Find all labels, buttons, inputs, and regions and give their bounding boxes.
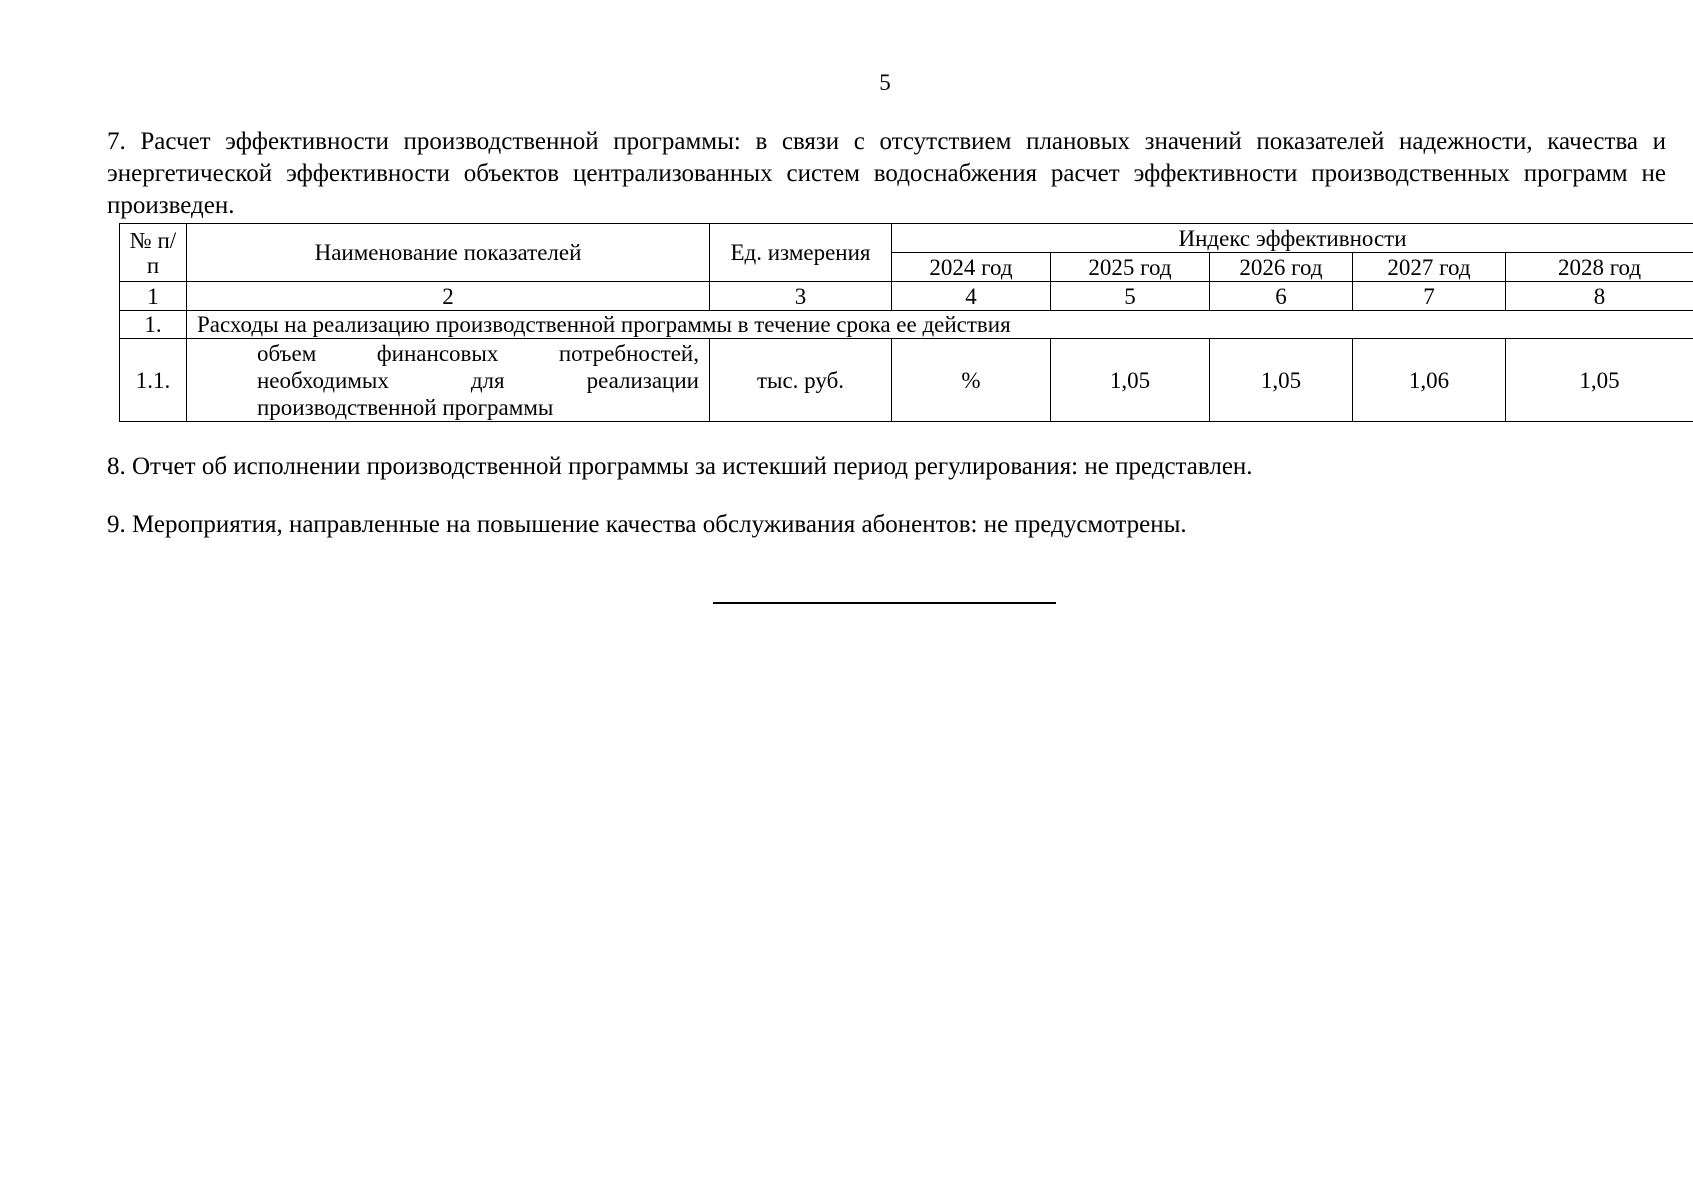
section-9-paragraph: 9. Мероприятия, направленные на повышение качества обслуживания абонентов: не предусмотрены. xyxy=(107,511,1187,538)
header-year: 2027 год xyxy=(1353,253,1506,282)
row-name: объем финансовых потребностей, необходимых для реализации производственной программы xyxy=(187,339,710,422)
section-num: 1. xyxy=(120,311,187,339)
column-number: 1 xyxy=(120,282,187,311)
row-value-2027: 1,06 xyxy=(1353,339,1506,422)
column-number: 2 xyxy=(187,282,710,311)
column-number: 7 xyxy=(1353,282,1506,311)
section-7-paragraph: 7. Расчет эффективности производственной программы: в связи с отсутствием плановых значений показателей надежности, качества и энергетической эффективности объектов централизованных систем водоснабжения расчет эффективности производственных программ не произведен. xyxy=(107,128,1666,219)
efficiency-table xyxy=(119,223,1693,422)
header-index-group: Индекс эффективности xyxy=(892,224,1693,253)
end-of-document-rule xyxy=(713,602,1056,604)
header-year: 2026 год xyxy=(1210,253,1353,282)
header-year: 2024 год xyxy=(892,253,1051,282)
row-num: 1.1. xyxy=(120,339,187,422)
header-unit: Ед. измерения xyxy=(710,224,892,282)
column-number: 3 xyxy=(710,282,892,311)
section-title: Расходы на реализацию производственной программы в течение срока ее действия xyxy=(187,311,1693,339)
header-year: 2028 год xyxy=(1506,253,1693,282)
page-number: 5 xyxy=(879,70,891,95)
row-value-2028: 1,05 xyxy=(1506,339,1693,422)
row-value-2025: 1,05 xyxy=(1051,339,1210,422)
section-row xyxy=(120,311,1693,339)
header-num: № п/п xyxy=(120,224,187,282)
header-name: Наименование показателей xyxy=(187,224,710,282)
row-unit: тыс. руб. xyxy=(710,339,892,422)
column-number-row xyxy=(120,282,1693,311)
section-8-paragraph: 8. Отчет об исполнении производственной программы за истекший период регулирования: не представлен. xyxy=(107,453,1253,480)
column-number: 6 xyxy=(1210,282,1353,311)
column-number: 8 xyxy=(1506,282,1693,311)
table-row xyxy=(120,339,1693,422)
row-value-2026: 1,05 xyxy=(1210,339,1353,422)
column-number: 4 xyxy=(892,282,1051,311)
header-year: 2025 год xyxy=(1051,253,1210,282)
column-number: 5 xyxy=(1051,282,1210,311)
row-value-2024: % xyxy=(892,339,1051,422)
